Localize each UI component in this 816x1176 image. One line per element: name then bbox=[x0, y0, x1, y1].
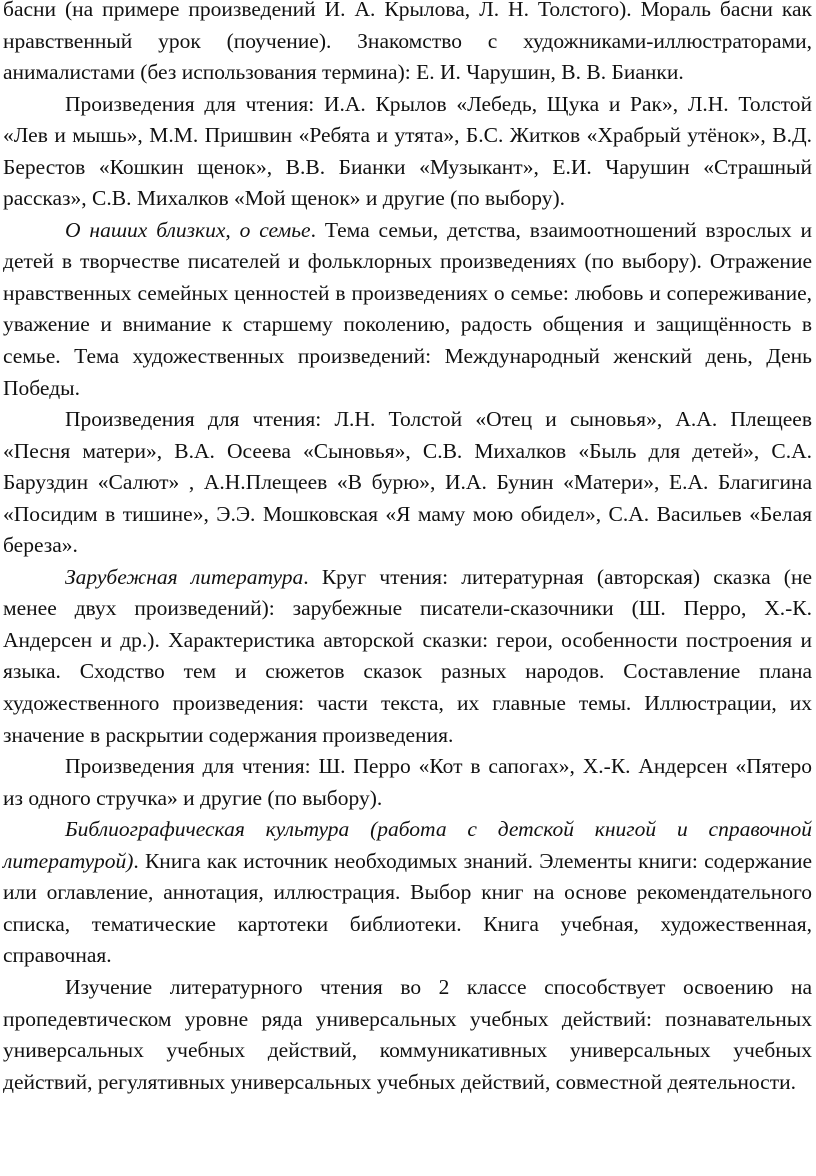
paragraph-reading-list-animals bbox=[3, 89, 812, 215]
paragraph-text: Произведения для чтения: И.А. Крылов «Лебедь, Щука и Рак», Л.Н. Толстой «Лев и мышь», М.М. Пришвин «Ребята и утята», Б.С. Житков «Храбрый утёнок», В.Д. Берестов «Кошкин щенок», В.В. Бианки «Музыкант», Е.И. Чарушин «Страшный рассказ», С.В. Михалков «Мой щенок» и другие (по выбору). bbox=[3, 91, 812, 211]
paragraph-text: . Книга как источник необходимых знаний. Элементы книги: содержание или оглавление, аннотация, иллюстрация. Выбор книг на основе рекомендательного списка, тематические картотеки библиотеки. Книга учебная, художественная, справочная. bbox=[3, 848, 812, 968]
paragraph-universal-learning-actions bbox=[3, 972, 812, 1098]
paragraph-text: Изучение литературного чтения во 2 классе способствует освоению на пропедевтическом уровне ряда универсальных учебных действий: познавательных универсальных учебных действий, коммуникативных универсальных учебных действий, регулятивных универсальных учебных действий, совместной деятельности. bbox=[3, 974, 812, 1094]
paragraph-text: Произведения для чтения: Л.Н. Толстой «Отец и сыновья», А.А. Плещеев «Песня матери», В.А. Осеева «Сыновья», С.В. Михалков «Быль для детей», С.А. Баруздин «Салют» , А.Н.Плещеев «В бурю», И.А. Бунин «Матери», Е.А. Благигина «Посидим в тишине», Э.Э. Мошковская «Я маму мою обидел», С.А. Васильев «Белая береза». bbox=[3, 407, 812, 558]
section-heading-foreign-literature: Зарубежная литература bbox=[65, 564, 304, 589]
paragraph-text: . Тема семьи, детства, взаимоотношений взрослых и детей в творчестве писателей и фольклорных произведениях (по выбору). Отражение нравственных семейных ценностей в произведениях о семье: любовь и сопереживание, уважение и внимание к старшему поколению, радость общения и защищённость в семье. Тема художественных произведений: Международный женский день, День Победы. bbox=[3, 217, 812, 400]
paragraph-text: басни (на примере произведений И. А. Крылова, Л. Н. Толстого). Мораль басни как нравственный урок (поучение). Знакомство с художниками-иллюстраторами, анималистами (без использования термина): Е. И. Чарушин, В. В. Бианки. bbox=[3, 0, 812, 85]
paragraph-bibliographic-culture bbox=[3, 814, 812, 972]
paragraph-reading-list-foreign bbox=[3, 751, 812, 814]
paragraph-text: . Круг чтения: литературная (авторская) сказка (не менее двух произведений): зарубежные писатели-сказочники (Ш. Перро, Х.-К. Андерсен и др.). Характеристика авторской сказки: герои, особенности построения и языка. Сходство тем и сюжетов сказок разных народов. Составление плана художественного произведения: части текста, их главные темы. Иллюстрации, их значение в раскрытии содержания произведения. bbox=[3, 564, 813, 747]
section-heading-bibliographic-culture: Библиографическая культура (работа с детской книгой и справочной литературой) bbox=[3, 817, 812, 873]
section-heading-family: О наших близких, о семье bbox=[65, 217, 311, 242]
paragraph-family-theme bbox=[3, 215, 812, 404]
paragraph-foreign-literature bbox=[3, 562, 812, 751]
paragraph-reading-list-family bbox=[3, 404, 812, 562]
paragraph-fables-continued bbox=[3, 0, 812, 89]
paragraph-text: Произведения для чтения: Ш. Перро «Кот в сапогах», Х.-К. Андерсен «Пятеро из одного стручка» и другие (по выбору). bbox=[3, 754, 812, 810]
